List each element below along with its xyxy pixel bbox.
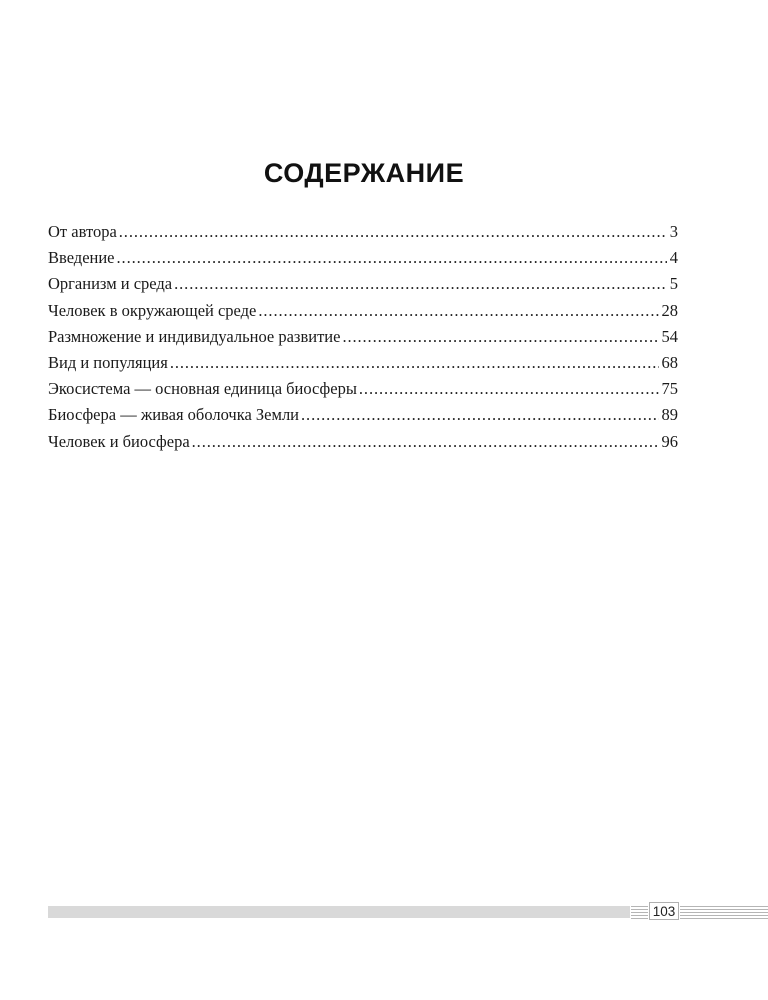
dot-leader	[342, 324, 658, 350]
toc-entry	[48, 429, 678, 455]
footer-rule-lines-right	[680, 905, 768, 919]
toc-entry	[48, 402, 678, 428]
dot-leader	[174, 271, 667, 297]
toc-entry	[48, 376, 678, 402]
dot-leader	[301, 402, 658, 428]
dot-leader	[170, 350, 659, 376]
page-number: 103	[649, 902, 679, 920]
toc-entry-page: 28	[661, 300, 678, 320]
footer-rule-lines-left	[631, 905, 648, 919]
toc-entry-title: От автора	[48, 222, 117, 241]
dot-leader	[359, 376, 659, 402]
toc-entry-page: 4	[669, 248, 678, 268]
toc-entry-page: 89	[661, 405, 678, 425]
toc-entry	[48, 350, 678, 376]
toc-entry-title: Человек в окружающей среде	[48, 300, 257, 320]
toc-entry-title: Размножение и индивидуальное развитие	[48, 326, 341, 346]
toc-entry	[48, 298, 678, 324]
table-of-contents	[48, 219, 678, 455]
dot-leader	[117, 245, 667, 271]
toc-entry-page: 68	[661, 352, 678, 372]
toc-entry-title: Биосфера — живая оболочка Земли	[48, 405, 300, 425]
toc-entry-page: 54	[661, 326, 678, 346]
toc-entry	[48, 219, 678, 245]
dot-leader	[258, 298, 658, 324]
dot-leader	[192, 429, 659, 455]
toc-entry	[48, 245, 678, 271]
toc-entry-page: 3	[669, 222, 678, 241]
toc-entry	[48, 271, 678, 297]
toc-entry-page: 96	[661, 431, 678, 451]
toc-entry-title: Экосистема — основная единица биосферы	[48, 379, 357, 399]
footer-bar	[48, 906, 630, 918]
toc-entry-page: 75	[661, 379, 678, 399]
toc-entry-title: Организм и среда	[48, 274, 173, 294]
toc-entry-page: 5	[669, 274, 678, 294]
toc-entry-title: Вид и популяция	[48, 352, 168, 372]
toc-entry	[48, 324, 678, 350]
toc-entry-title: Человек и биосфера	[48, 431, 190, 451]
page-title: СОДЕРЖАНИЕ	[263, 158, 465, 188]
dot-leader	[119, 219, 667, 245]
toc-entry-title: Введение	[48, 248, 115, 268]
